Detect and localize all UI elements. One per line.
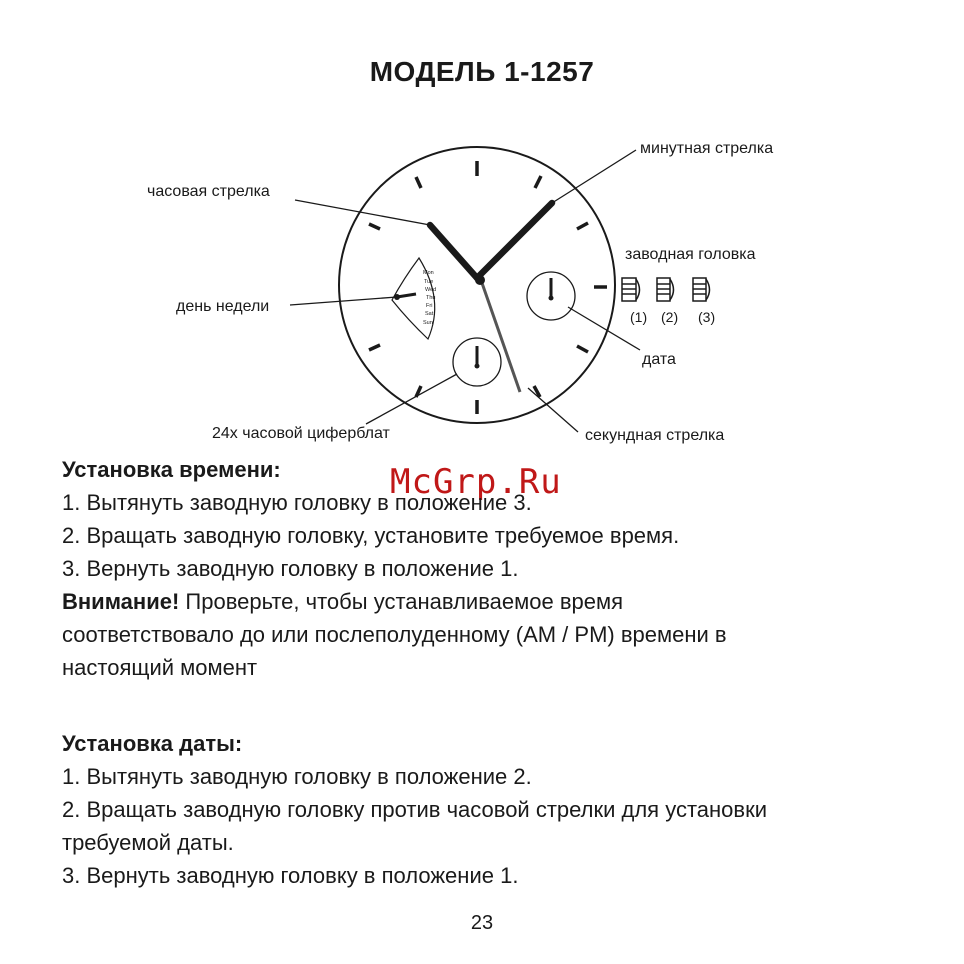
watch-dial: [339, 147, 615, 423]
label-weekday: день недели: [176, 298, 270, 315]
weekday-fri: Fri: [426, 303, 433, 309]
time-note-line-1: [62, 585, 922, 618]
crown-2: [657, 278, 674, 301]
page-number: 23: [470, 912, 494, 934]
crown-position-3: (3): [698, 309, 716, 325]
weekday-sun: Sun: [423, 320, 433, 326]
page-title: МОДЕЛЬ 1-1257: [369, 56, 595, 87]
label-hour-hand: часовая стрелка: [147, 183, 270, 200]
leader-hour-hand: [295, 200, 430, 225]
crown-position-2: (2): [661, 309, 679, 325]
time-note-line-2: соответствовало до или послеполуденному (AM / PM) времени в: [62, 622, 727, 647]
note-text-1: Проверьте, чтобы устанавливаемое время: [179, 589, 624, 614]
date-line-3: требуемой даты.: [62, 830, 234, 855]
hour-markers: [369, 161, 607, 414]
date-setting-section: [62, 727, 922, 892]
label-24h-dial: 24х часовой циферблат: [212, 425, 390, 442]
watermark: McGrp.Ru: [390, 462, 562, 502]
crown-position-1: (1): [630, 309, 648, 325]
date-line-1: 1. Вытянуть заводную головку в положение 2.: [62, 764, 532, 789]
24h-pivot: [475, 364, 480, 369]
time-note-line-3: настоящий момент: [62, 655, 258, 680]
time-step-3: 3. Вернуть заводную головку в положение 1.: [62, 556, 519, 581]
weekday-wed: Wed: [425, 287, 437, 293]
marker-1: [535, 176, 541, 188]
time-step-1: 1. Вытянуть заводную головку в положение 3.: [62, 490, 532, 515]
minute-hand: [477, 203, 552, 278]
label-crown: заводная головка: [625, 246, 756, 263]
time-setting-heading: Установка времени:: [62, 457, 281, 482]
hour-hand: [430, 225, 477, 278]
marker-11: [416, 177, 421, 188]
center-pivot: [475, 275, 485, 285]
time-step-2: 2. Вращать заводную головку, установите требуемое время.: [62, 523, 680, 548]
leader-lines: [290, 150, 640, 432]
weekday-tue: Tue: [424, 279, 434, 285]
weekday-thu: Thu: [426, 295, 436, 301]
weekday-sat: Sat: [425, 311, 434, 317]
marker-2: [577, 223, 588, 229]
note-label: Внимание!: [62, 589, 180, 614]
time-setting-section: [62, 453, 922, 684]
marker-10: [369, 224, 380, 229]
leader-weekday: [290, 297, 397, 305]
crown-1: [622, 278, 640, 301]
date-pivot: [549, 296, 554, 301]
crown-3: [693, 278, 710, 301]
date-setting-heading: Установка даты:: [62, 731, 243, 756]
label-second-hand: секундная стрелка: [585, 427, 725, 444]
second-hand: [482, 283, 520, 392]
label-date: дата: [642, 351, 676, 368]
label-minute-hand: минутная стрелка: [640, 140, 774, 157]
date-line-4: 3. Вернуть заводную головку в положение 1.: [62, 863, 519, 888]
leader-minute-hand: [552, 150, 636, 203]
date-line-2: 2. Вращать заводную головку против часовой стрелки для установки: [62, 797, 768, 822]
marker-4: [577, 346, 588, 352]
watch-diagram: [0, 0, 964, 470]
marker-8: [369, 345, 380, 350]
weekday-mon: Mon: [423, 270, 434, 276]
